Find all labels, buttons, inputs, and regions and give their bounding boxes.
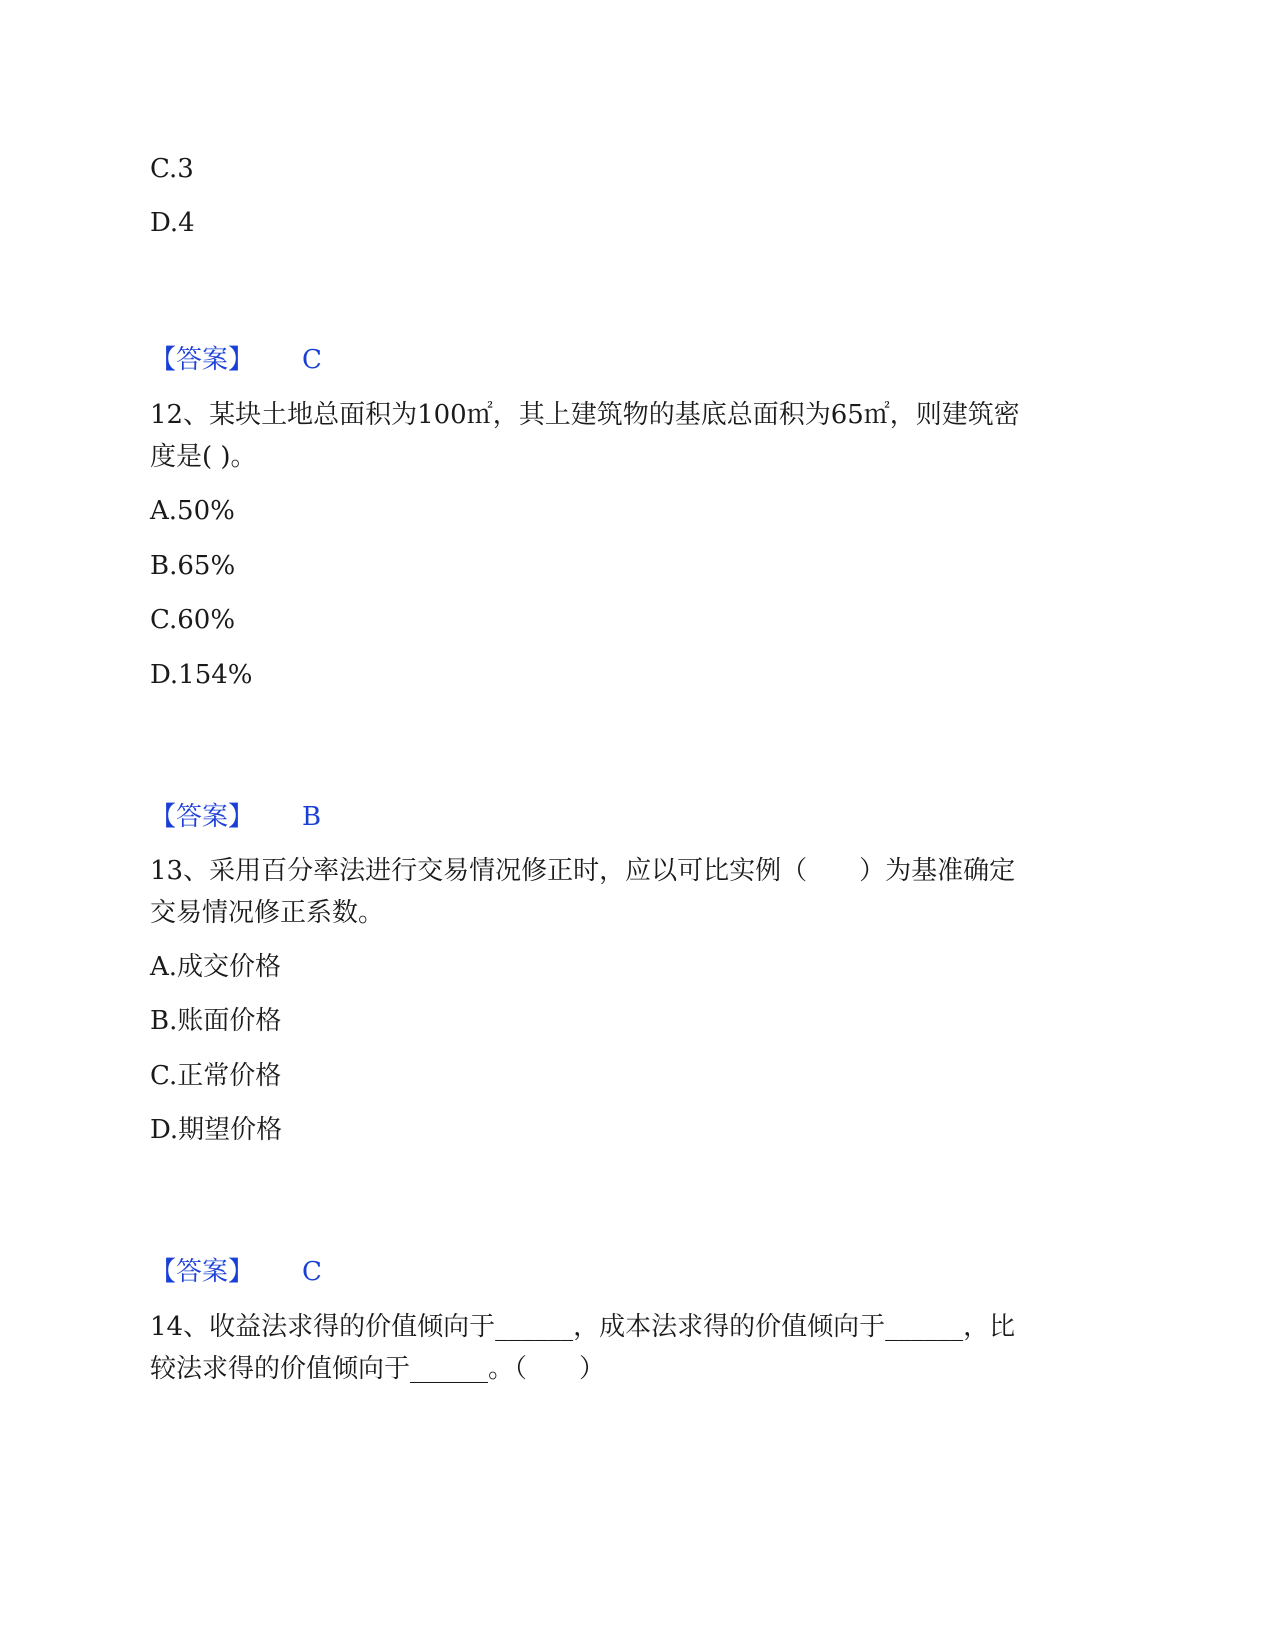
- q13-option-c: C.正常价格: [150, 1061, 282, 1091]
- answer-label: 【答案】: [150, 802, 255, 832]
- q12-option-c: C.60%: [150, 605, 236, 635]
- q13-option-a: A.成交价格: [150, 952, 282, 982]
- q13-option-b: B.账面价格: [150, 1006, 282, 1036]
- q14-stem-line2: 较法求得的价值倾向于______。（ ）: [150, 1354, 606, 1384]
- q12-stem-line2: 度是( )。: [150, 442, 257, 472]
- answer-value: B: [302, 802, 322, 832]
- answer-row-q12: [150, 800, 321, 834]
- answer-label: 【答案】: [150, 1257, 255, 1287]
- q11-option-d: D.4: [150, 208, 195, 238]
- q11-option-c: C.3: [150, 154, 194, 184]
- q13-stem-line1: 13、采用百分率法进行交易情况修正时，应以可比实例（ ）为基准确定: [150, 856, 1016, 886]
- q13-option-d: D.期望价格: [150, 1115, 283, 1145]
- answer-value: C: [302, 1257, 322, 1287]
- answer-label: 【答案】: [150, 345, 255, 375]
- q13-stem-line2: 交易情况修正系数。: [150, 898, 385, 928]
- q12-stem-line1: 12、某块土地总面积为100㎡，其上建筑物的基底总面积为65㎡，则建筑密: [150, 400, 1020, 430]
- answer-row-q13: [150, 1255, 322, 1289]
- q14-stem-line1: 14、收益法求得的价值倾向于______，成本法求得的价值倾向于______，比: [150, 1312, 1016, 1342]
- q12-option-b: B.65%: [150, 551, 236, 581]
- q12-option-a: A.50%: [150, 496, 235, 526]
- answer-row-q11: [150, 343, 322, 377]
- answer-value: C: [302, 345, 322, 375]
- q12-option-d: D.154%: [150, 660, 253, 690]
